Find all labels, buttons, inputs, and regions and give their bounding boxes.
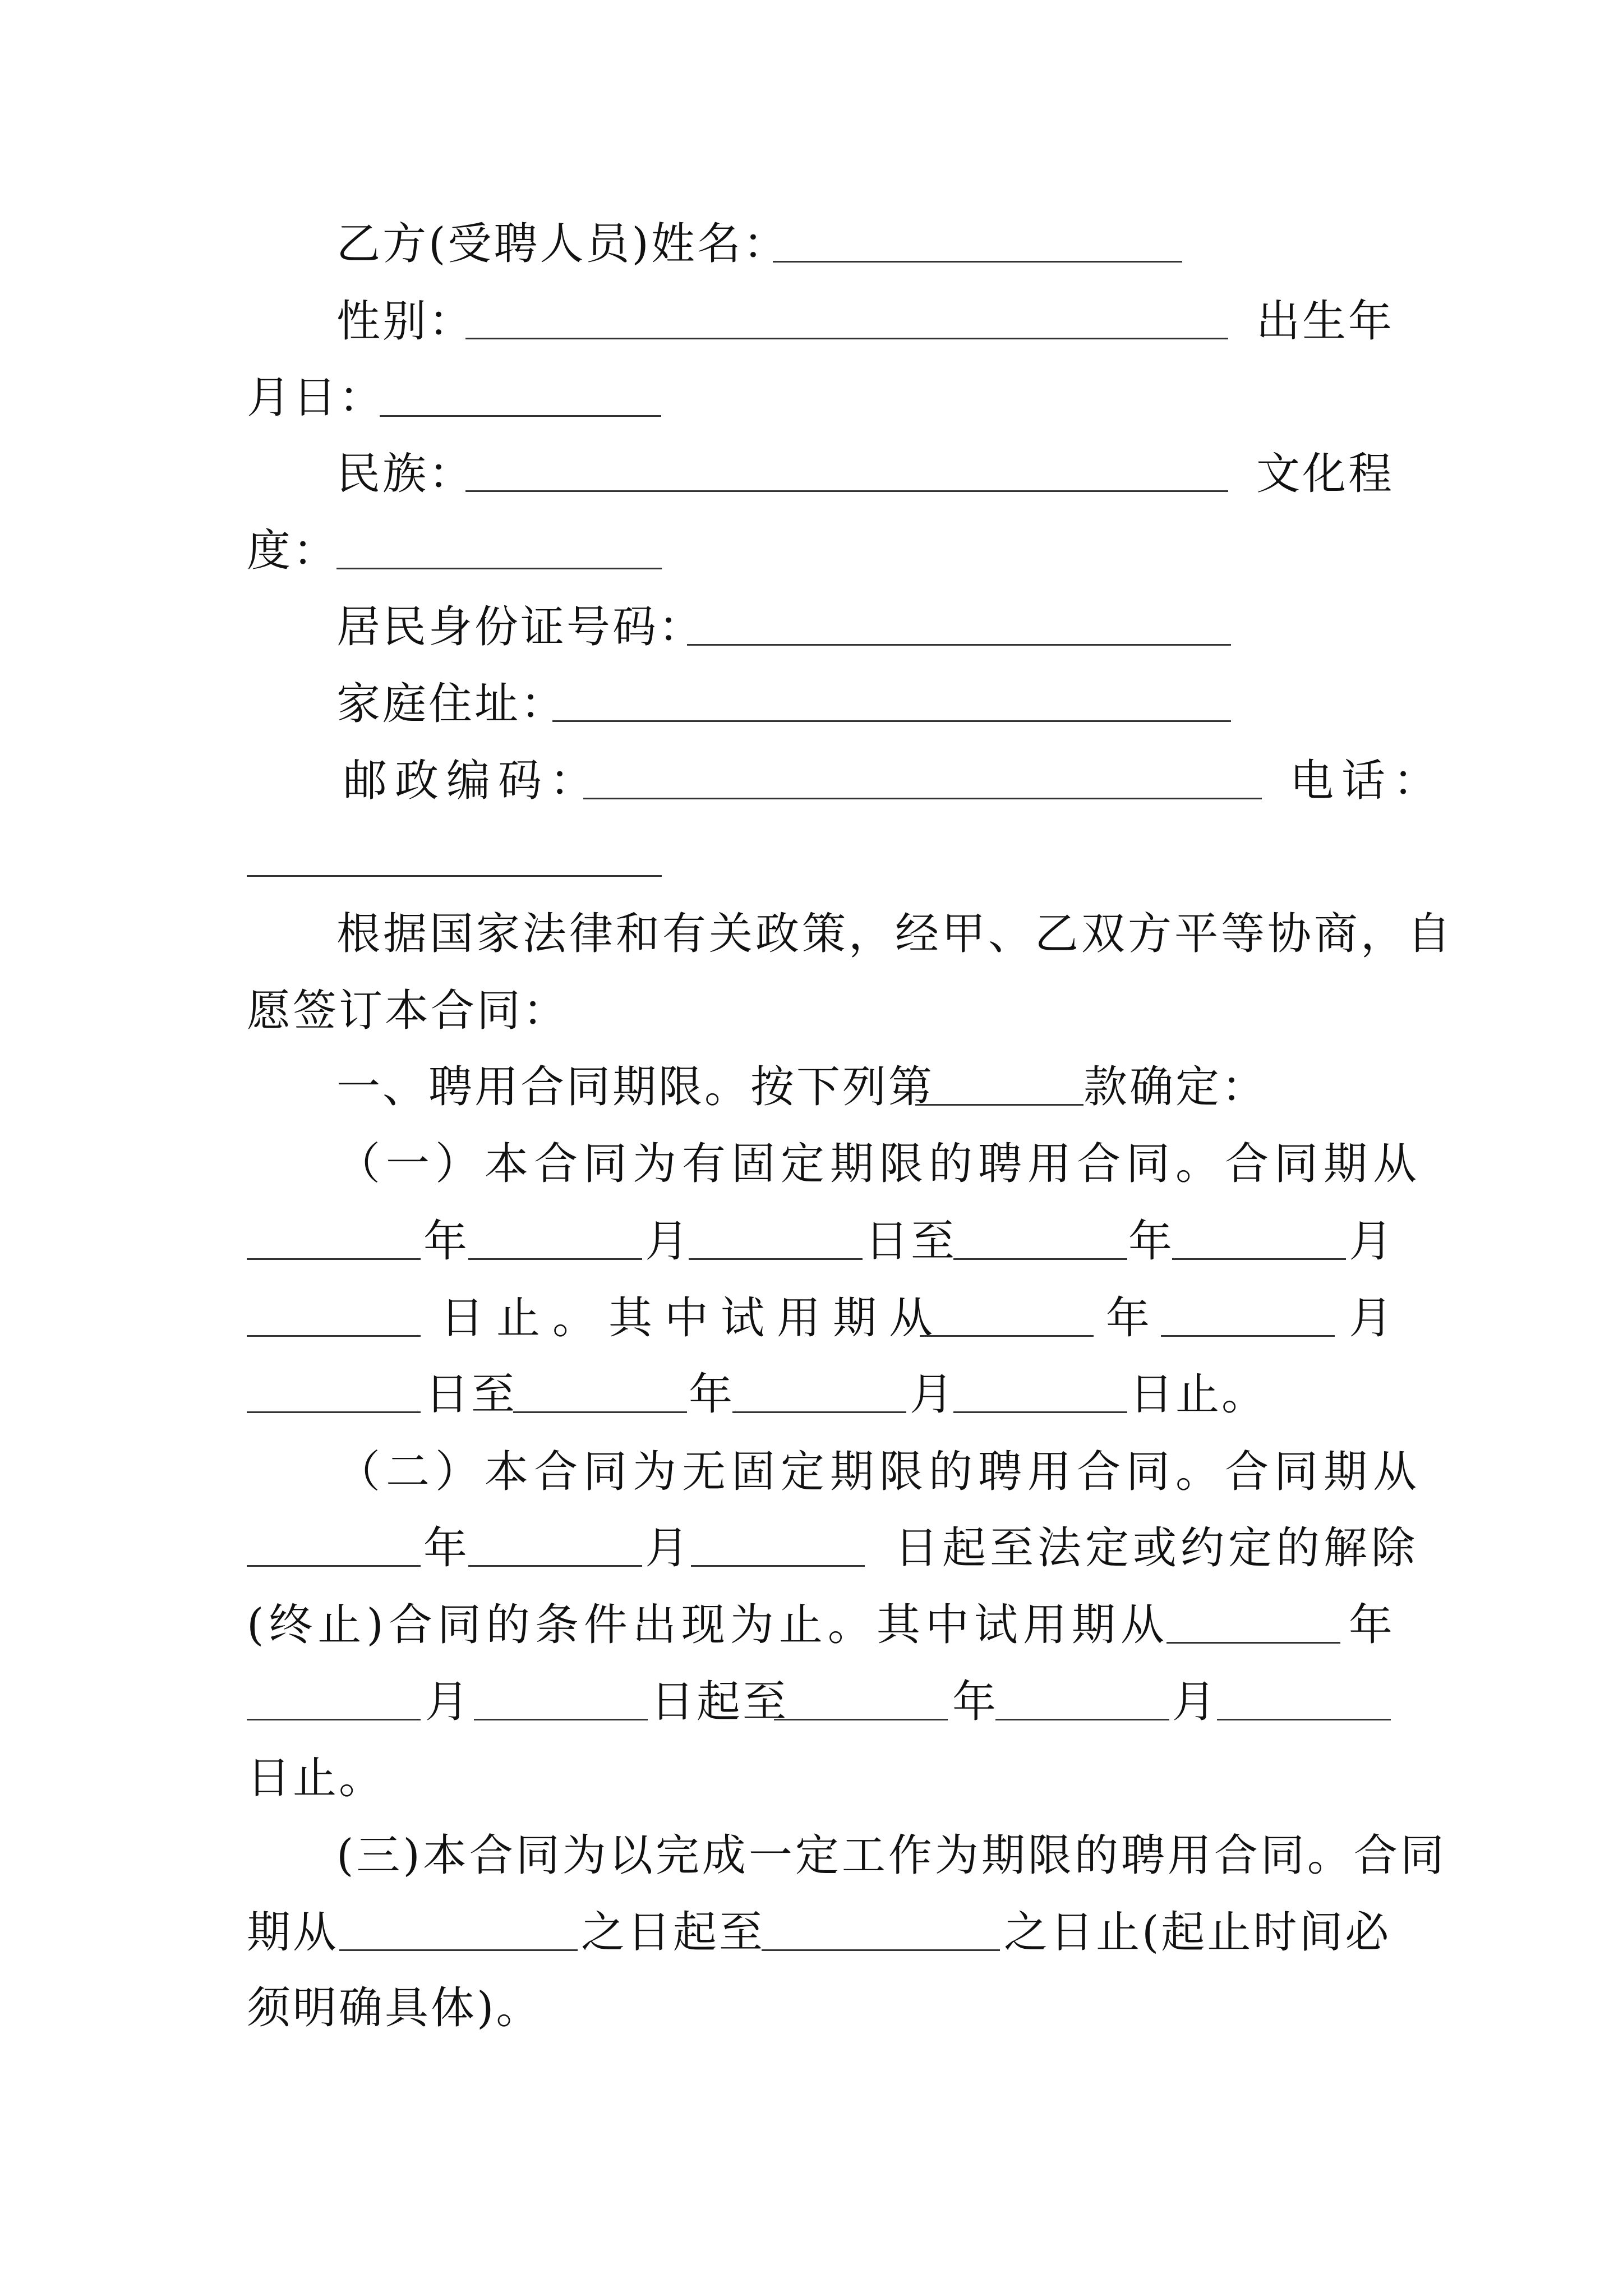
task-term-mid: 之日起至 (581, 1907, 766, 1958)
fixed-end-month-blank[interactable] (1172, 1258, 1346, 1260)
fixed-start-month-blank[interactable] (468, 1258, 642, 1260)
fixed-start-day-blank[interactable] (689, 1258, 863, 1260)
birth-label-b: 月日： (247, 372, 385, 423)
open-month-label-1: 月 (645, 1523, 691, 1573)
open-start-month-blank[interactable] (468, 1565, 642, 1567)
open-month-label-2: 月 (425, 1677, 472, 1727)
birth-label-a: 出生年 (1256, 296, 1395, 347)
probation-start-year-blank[interactable] (920, 1335, 1094, 1337)
open-day-from-label: 日起至法定或约定的解除 (895, 1523, 1419, 1573)
phone-label: 电话： (1290, 756, 1445, 806)
education-blank[interactable] (336, 568, 662, 569)
id-blank[interactable] (687, 644, 1231, 646)
fixed-month-label-3: 月 (1349, 1293, 1395, 1343)
open-year-label-2: 年 (1349, 1600, 1395, 1650)
fixed-start-year-blank[interactable] (247, 1258, 421, 1260)
task-end-blank[interactable] (762, 1949, 1000, 1951)
open-day-end-label: 日止。 (247, 1753, 385, 1803)
clause1-heading-b: 款确定： (1083, 1062, 1268, 1112)
probation-end-day-blank[interactable] (953, 1411, 1127, 1413)
open-probation-end-day-blank[interactable] (1217, 1719, 1391, 1720)
clause-number-blank[interactable] (915, 1104, 1083, 1106)
open-probation-start-day-blank[interactable] (474, 1719, 648, 1720)
open-probation-start-year-blank[interactable] (1166, 1642, 1340, 1644)
open-term-line-4: (终止)合同的条件出现为止。其中试用期从 (247, 1600, 1169, 1650)
id-label: 居民身份证号码： (336, 602, 705, 652)
open-probation-end-year-blank[interactable] (774, 1719, 948, 1720)
task-start-blank[interactable] (339, 1949, 578, 1951)
ethnicity-blank[interactable] (465, 490, 1228, 492)
fixed-day-end-label: 日止。 (1129, 1369, 1268, 1420)
open-term-line-1: （二）本合同为无固定期限的聘用合同。合同期从 (336, 1447, 1423, 1497)
postcode-label: 邮政编码： (343, 756, 602, 806)
clause1-heading-a: 一、聘用合同期限。按下列第 (336, 1062, 935, 1112)
open-year-label-3: 年 (952, 1677, 999, 1727)
address-blank[interactable] (552, 720, 1231, 722)
probation-end-month-blank[interactable] (732, 1411, 906, 1413)
fixed-probation-label: 日止。其中试用期从 (440, 1293, 946, 1343)
fixed-month-label-1: 月 (645, 1216, 691, 1267)
task-term-prefix: 期从 (247, 1907, 339, 1958)
fixed-day-to-label-2: 日至 (425, 1369, 518, 1420)
address-label: 家庭住址： (336, 679, 567, 729)
name-blank[interactable] (773, 261, 1182, 263)
open-start-day-blank[interactable] (691, 1565, 865, 1567)
postcode-blank[interactable] (583, 798, 1262, 799)
task-term-suffix: 之日止(起止时间必 (1004, 1907, 1391, 1958)
education-label-a: 文化程 (1256, 449, 1395, 499)
open-year-label-1: 年 (423, 1523, 470, 1573)
fixed-year-label-4: 年 (689, 1369, 735, 1420)
intro-line-1: 根据国家法律和有关政策，经甲、乙双方平等协商，自 (336, 909, 1454, 959)
gender-blank[interactable] (465, 338, 1228, 339)
open-probation-start-month-blank[interactable] (247, 1719, 421, 1720)
open-probation-end-month-blank[interactable] (995, 1719, 1169, 1720)
intro-line-2: 愿签订本合同： (247, 986, 569, 1036)
open-day-from-label-2: 日起至 (651, 1677, 789, 1727)
probation-start-day-blank[interactable] (247, 1411, 421, 1413)
fixed-term-line-1: （一）本合同为有固定期限的聘用合同。合同期从 (336, 1139, 1423, 1189)
fixed-year-label-2: 年 (1128, 1216, 1175, 1267)
task-term-line-3: 须明确具体)。 (247, 1983, 542, 2033)
fixed-month-label-2: 月 (1349, 1216, 1395, 1267)
fixed-end-year-blank[interactable] (953, 1258, 1127, 1260)
task-term-line-1: (三)本合同为以完成一定工作为期限的聘用合同。合同 (336, 1830, 1447, 1881)
open-start-year-blank[interactable] (247, 1565, 421, 1567)
probation-end-year-blank[interactable] (513, 1411, 687, 1413)
open-month-label-3: 月 (1172, 1677, 1219, 1727)
phone-blank[interactable] (247, 875, 662, 877)
fixed-month-label-4: 月 (910, 1369, 956, 1420)
name-label: 乙方(受聘人员)姓名： (336, 219, 789, 269)
probation-start-month-blank[interactable] (1161, 1335, 1335, 1337)
fixed-year-label-1: 年 (423, 1216, 470, 1267)
fixed-day-to-label: 日至 (865, 1216, 957, 1267)
birth-blank[interactable] (380, 415, 661, 417)
gender-label: 性别： (336, 296, 475, 347)
education-label-b: 度： (247, 526, 339, 576)
fixed-year-label-3: 年 (1106, 1293, 1152, 1343)
fixed-end-day-blank[interactable] (247, 1335, 421, 1337)
ethnicity-label: 民族： (336, 449, 475, 499)
